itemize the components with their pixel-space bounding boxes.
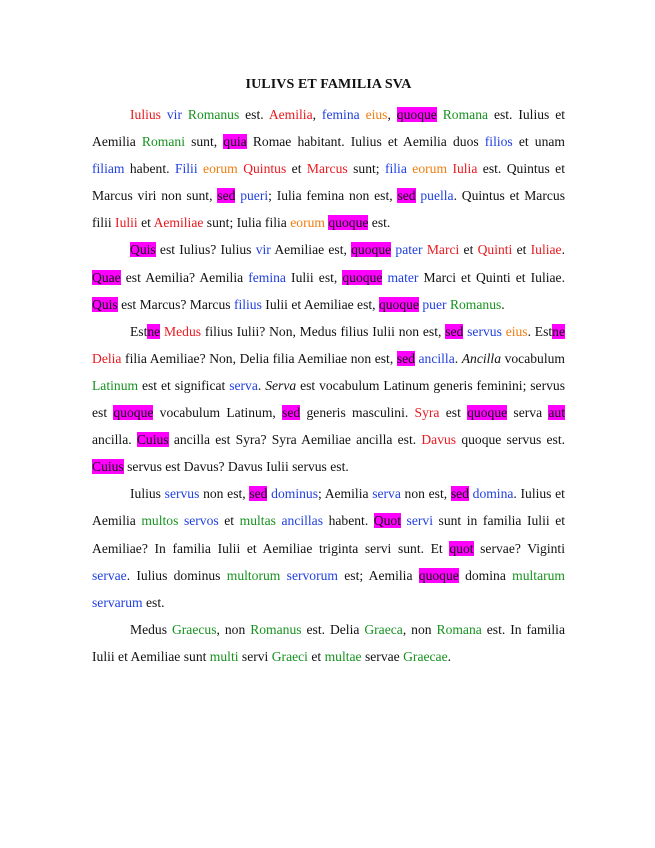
text-run: Aemiliae est, bbox=[270, 242, 352, 258]
text-run: generis masculini. bbox=[300, 405, 415, 421]
text-run: et unam bbox=[512, 134, 566, 150]
highlighted-word: sed bbox=[397, 188, 416, 204]
text-run: Iulii et Aemiliae est, bbox=[261, 296, 379, 312]
text-run: est. Iulius et Aemilia bbox=[92, 107, 566, 150]
colored-word-green: multos bbox=[141, 513, 179, 529]
text-run: filia Aemiliae? Non, Delia filia Aemiliae non est, bbox=[121, 350, 397, 366]
text-run: ancilla est Syra? Syra Aemiliae ancilla est. bbox=[168, 432, 422, 448]
paragraph-5 bbox=[92, 616, 565, 670]
highlighted-word: quot bbox=[449, 540, 474, 556]
text-run: habent. bbox=[323, 513, 374, 529]
text-run: Est bbox=[130, 323, 148, 339]
text-run: servae? Viginti bbox=[473, 540, 565, 556]
text-run: Medus bbox=[130, 621, 172, 637]
colored-word-green: multi bbox=[209, 648, 239, 664]
colored-word-blue: domina bbox=[472, 486, 514, 502]
colored-word-blue: filios bbox=[484, 134, 513, 150]
text-run: est vocabulum Latinum generis feminini; servus est bbox=[92, 377, 565, 421]
text-run: , non bbox=[216, 621, 251, 637]
text-run: . bbox=[454, 350, 462, 366]
colored-word-red: Iuliae bbox=[530, 242, 562, 258]
document-title: IULIVS ET FAMILIA SVA bbox=[245, 77, 412, 92]
paragraph-1 bbox=[92, 101, 565, 236]
text-run: et bbox=[218, 513, 240, 529]
colored-word-green: Latinum bbox=[92, 377, 139, 393]
highlighted-word: quoque bbox=[328, 215, 369, 231]
colored-word-blue: pater bbox=[395, 242, 423, 258]
text-run: sunt; Iulia filia bbox=[203, 215, 291, 231]
text-run: est; Aemilia bbox=[338, 567, 419, 583]
text-run: et bbox=[137, 215, 154, 231]
colored-word-blue: puella bbox=[420, 188, 454, 204]
colored-word-green: multarum bbox=[512, 567, 565, 583]
colored-word-green: multae bbox=[324, 648, 362, 664]
highlighted-word: ne bbox=[147, 323, 161, 339]
colored-word-blue: servorum bbox=[286, 567, 338, 583]
italic-term: Ancilla bbox=[461, 350, 501, 366]
colored-word-blue: serva bbox=[229, 377, 258, 393]
text-run: vocabulum Latinum, bbox=[153, 405, 283, 421]
colored-word-orange: eorum bbox=[290, 215, 325, 231]
text-run: ; Aemilia bbox=[318, 486, 373, 502]
colored-word-green: Romanus bbox=[250, 621, 302, 637]
highlighted-word: sed bbox=[282, 405, 301, 421]
text-run: est. bbox=[142, 594, 165, 610]
text-run: est Iulius? Iulius bbox=[155, 242, 256, 258]
highlighted-word: aut bbox=[548, 405, 565, 421]
highlighted-word: sed bbox=[249, 486, 268, 502]
text-run: est. bbox=[368, 215, 391, 231]
highlighted-word: quia bbox=[223, 134, 247, 150]
text-run: habent. bbox=[124, 161, 175, 177]
colored-word-blue: mater bbox=[387, 269, 419, 285]
text-run: , non bbox=[402, 621, 437, 637]
highlighted-word: ne bbox=[552, 323, 566, 339]
text-run: domina bbox=[458, 567, 513, 583]
colored-word-red: Quinti bbox=[477, 242, 513, 258]
text-run: est. Quintus et Marcus viri non sunt, bbox=[92, 161, 565, 204]
text-run: Romae habitant. Iulius et Aemilia duos bbox=[246, 134, 485, 150]
text-run: servi bbox=[238, 648, 272, 664]
text-run: ancilla. bbox=[92, 432, 137, 448]
colored-word-green: multas bbox=[239, 513, 276, 529]
text-run: et bbox=[307, 648, 325, 664]
text-run: sunt; bbox=[347, 161, 385, 177]
highlighted-word: quoque bbox=[113, 405, 154, 421]
text-run: servus est Davus? Davus Iulii servus est. bbox=[123, 459, 349, 475]
text-run: est Marcus? Marcus bbox=[117, 296, 234, 312]
text-run: . Est bbox=[527, 323, 553, 339]
text-run: . bbox=[257, 377, 266, 393]
colored-word-blue: ancillas bbox=[281, 513, 324, 529]
text-run: quoque servus est. bbox=[456, 432, 566, 448]
colored-word-green: Graecus bbox=[171, 621, 217, 637]
colored-word-green: Graeci bbox=[271, 648, 308, 664]
highlighted-word: quoque bbox=[378, 296, 419, 312]
colored-word-green: Romana bbox=[436, 621, 482, 637]
colored-word-blue: femina bbox=[321, 107, 360, 122]
highlighted-word: quoque bbox=[418, 567, 459, 583]
highlighted-word: sed bbox=[450, 486, 469, 502]
colored-word-blue: vir bbox=[166, 107, 182, 122]
colored-word-orange: eorum bbox=[203, 161, 238, 177]
colored-word-green: Romanus bbox=[187, 107, 240, 122]
colored-word-red: Marci bbox=[426, 242, 460, 258]
text-run: ; Iulia femina non est, bbox=[268, 188, 398, 204]
colored-word-blue: serva bbox=[372, 486, 401, 502]
highlighted-word: Quis bbox=[92, 296, 118, 312]
text-run: et bbox=[286, 161, 307, 177]
highlighted-word: Quis bbox=[130, 242, 156, 258]
highlighted-word: sed bbox=[396, 350, 415, 366]
highlighted-word: quoque bbox=[396, 107, 437, 122]
colored-word-blue: dominus bbox=[271, 486, 318, 502]
colored-word-blue: filiam bbox=[92, 161, 125, 177]
text-run: est. Delia bbox=[301, 621, 365, 637]
text-run: . bbox=[447, 648, 452, 664]
highlighted-word: Cuius bbox=[92, 459, 124, 475]
paragraph-4 bbox=[92, 480, 565, 615]
colored-word-red: Aemiliae bbox=[153, 215, 204, 231]
colored-word-red: Aemilia bbox=[268, 107, 313, 122]
text-run: est. In familia Iulii et Aemiliae sunt bbox=[92, 621, 565, 664]
paragraph-2 bbox=[92, 236, 565, 317]
text-run: et bbox=[459, 242, 478, 258]
highlighted-word: quoque bbox=[467, 405, 508, 421]
highlighted-word: sed bbox=[445, 323, 464, 339]
text-run: servae bbox=[361, 648, 404, 664]
text-run: est et significat bbox=[138, 377, 230, 393]
colored-word-green: Romana bbox=[442, 107, 489, 122]
colored-word-blue: puer bbox=[422, 296, 447, 312]
colored-word-blue: vir bbox=[255, 242, 271, 258]
text-run: non est, bbox=[199, 486, 250, 502]
colored-word-green: Graecae bbox=[403, 648, 448, 664]
highlighted-word: sed bbox=[217, 188, 236, 204]
text-run: non est, bbox=[400, 486, 451, 502]
colored-word-green: Graeca bbox=[364, 621, 403, 637]
text-run: sunt in familia Iulii et Aemiliae? In familia Iulii et Aemiliae triginta servi sunt. Et bbox=[92, 513, 566, 556]
text-run: est Aemilia? Aemilia bbox=[120, 269, 249, 285]
colored-word-blue: filia bbox=[384, 161, 407, 177]
text-run: . bbox=[561, 242, 565, 258]
colored-word-orange: eius bbox=[505, 323, 528, 339]
text-run: . Iulius et Aemilia bbox=[92, 486, 565, 529]
paragraph-3 bbox=[92, 318, 565, 481]
text-run: , bbox=[387, 107, 397, 122]
colored-word-blue: ancilla bbox=[418, 350, 455, 366]
text-run: est bbox=[439, 405, 468, 421]
colored-word-blue: Filii bbox=[174, 161, 198, 177]
colored-word-blue: servus bbox=[467, 323, 502, 339]
colored-word-blue: servos bbox=[183, 513, 219, 529]
text-run: Marci et Quinti et Iuliae. bbox=[418, 269, 565, 285]
italic-term: Serva bbox=[265, 377, 297, 393]
colored-word-blue: femina bbox=[248, 269, 286, 285]
text-run: filius Iulii? Non, Medus filius Iulii non est, bbox=[201, 323, 446, 339]
colored-word-green: Romanus bbox=[449, 296, 502, 312]
colored-word-red: Davus bbox=[421, 432, 457, 448]
colored-word-red: Delia bbox=[92, 350, 122, 366]
text-run: serva bbox=[507, 405, 549, 421]
colored-word-red: Iulii bbox=[115, 215, 138, 231]
text-run: , bbox=[312, 107, 322, 122]
colored-word-orange: eius bbox=[365, 107, 388, 122]
highlighted-word: Quae bbox=[92, 269, 121, 285]
text-run: . bbox=[501, 296, 505, 312]
colored-word-green: multorum bbox=[226, 567, 281, 583]
colored-word-blue: servarum bbox=[92, 594, 143, 610]
highlighted-word: Cuius bbox=[136, 432, 169, 448]
colored-word-red: Iulia bbox=[452, 161, 478, 177]
text-run: Iulii est, bbox=[285, 269, 343, 285]
text-run: . Iulius dominus bbox=[126, 567, 227, 583]
text-run: Iulius bbox=[130, 486, 165, 502]
text-run: . Quintus et Marcus filii bbox=[92, 188, 565, 231]
colored-word-red: Marcus bbox=[306, 161, 348, 177]
text-run: sunt, bbox=[184, 134, 224, 150]
highlighted-word: quoque bbox=[342, 269, 383, 285]
colored-word-red: Iulius bbox=[130, 107, 161, 122]
text-run: et bbox=[512, 242, 531, 258]
document-body bbox=[92, 101, 565, 670]
colored-word-blue: servus bbox=[164, 486, 200, 502]
highlighted-word: quoque bbox=[351, 242, 392, 258]
highlighted-word: Quot bbox=[373, 513, 401, 529]
colored-word-red: Quintus bbox=[243, 161, 287, 177]
colored-word-blue: servae bbox=[92, 567, 127, 583]
colored-word-red: Medus bbox=[164, 323, 202, 339]
colored-word-red: Syra bbox=[414, 405, 440, 421]
text-run: est. bbox=[239, 107, 269, 122]
colored-word-blue: filius bbox=[233, 296, 262, 312]
text-run: vocabulum bbox=[501, 350, 565, 366]
colored-word-orange: eorum bbox=[412, 161, 448, 177]
colored-word-green: Romani bbox=[141, 134, 185, 150]
colored-word-blue: pueri bbox=[240, 188, 269, 204]
colored-word-blue: servi bbox=[406, 513, 433, 529]
